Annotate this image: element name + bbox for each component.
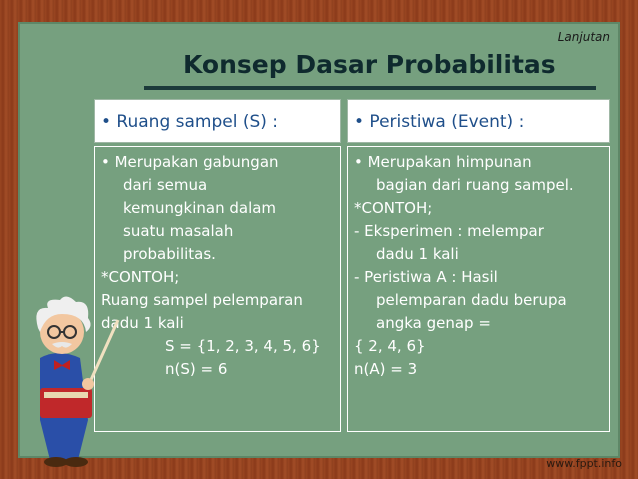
continuation-label: Lanjutan xyxy=(557,30,610,44)
text-line: Ruang sampel pelemparan xyxy=(101,291,303,309)
text-line: probabilitas. xyxy=(123,245,216,263)
text-line: n(A) = 3 xyxy=(354,360,418,378)
text-line: S = {1, 2, 3, 4, 5, 6} xyxy=(165,337,321,355)
professor-mascot-icon xyxy=(18,270,128,470)
text-line: bagian dari ruang sampel. xyxy=(376,176,574,194)
text-line: dadu 1 kali xyxy=(101,314,184,332)
sample-space-content xyxy=(94,146,341,432)
text-line: dadu 1 kali xyxy=(376,245,459,263)
text-line: kemungkinan dalam xyxy=(123,199,277,217)
sample-space-header: • Ruang sampel (S) : xyxy=(94,99,341,143)
text-line: n(S) = 6 xyxy=(165,360,228,378)
website-footer: www.fppt.info xyxy=(546,457,622,470)
event-content xyxy=(347,146,610,432)
text-line: pelemparan dadu berupa xyxy=(376,291,567,309)
text-line: { 2, 4, 6} xyxy=(354,337,426,355)
text-line: • Merupakan himpunan xyxy=(354,153,532,171)
text-line: *CONTOH; xyxy=(101,268,180,286)
text-line: • Merupakan gabungan xyxy=(101,153,279,171)
event-header: • Peristiwa (Event) : xyxy=(347,99,610,143)
text-line: *CONTOH; xyxy=(354,199,433,217)
text-line: angka genap = xyxy=(376,314,491,332)
text-line: - Eksperimen : melempar xyxy=(354,222,544,240)
text-line: - Peristiwa A : Hasil xyxy=(354,268,498,286)
title-underline xyxy=(144,86,596,90)
text-line: dari semua xyxy=(123,176,208,194)
text-line: suatu masalah xyxy=(123,222,234,240)
slide-title: Konsep Dasar Probabilitas xyxy=(183,50,556,79)
